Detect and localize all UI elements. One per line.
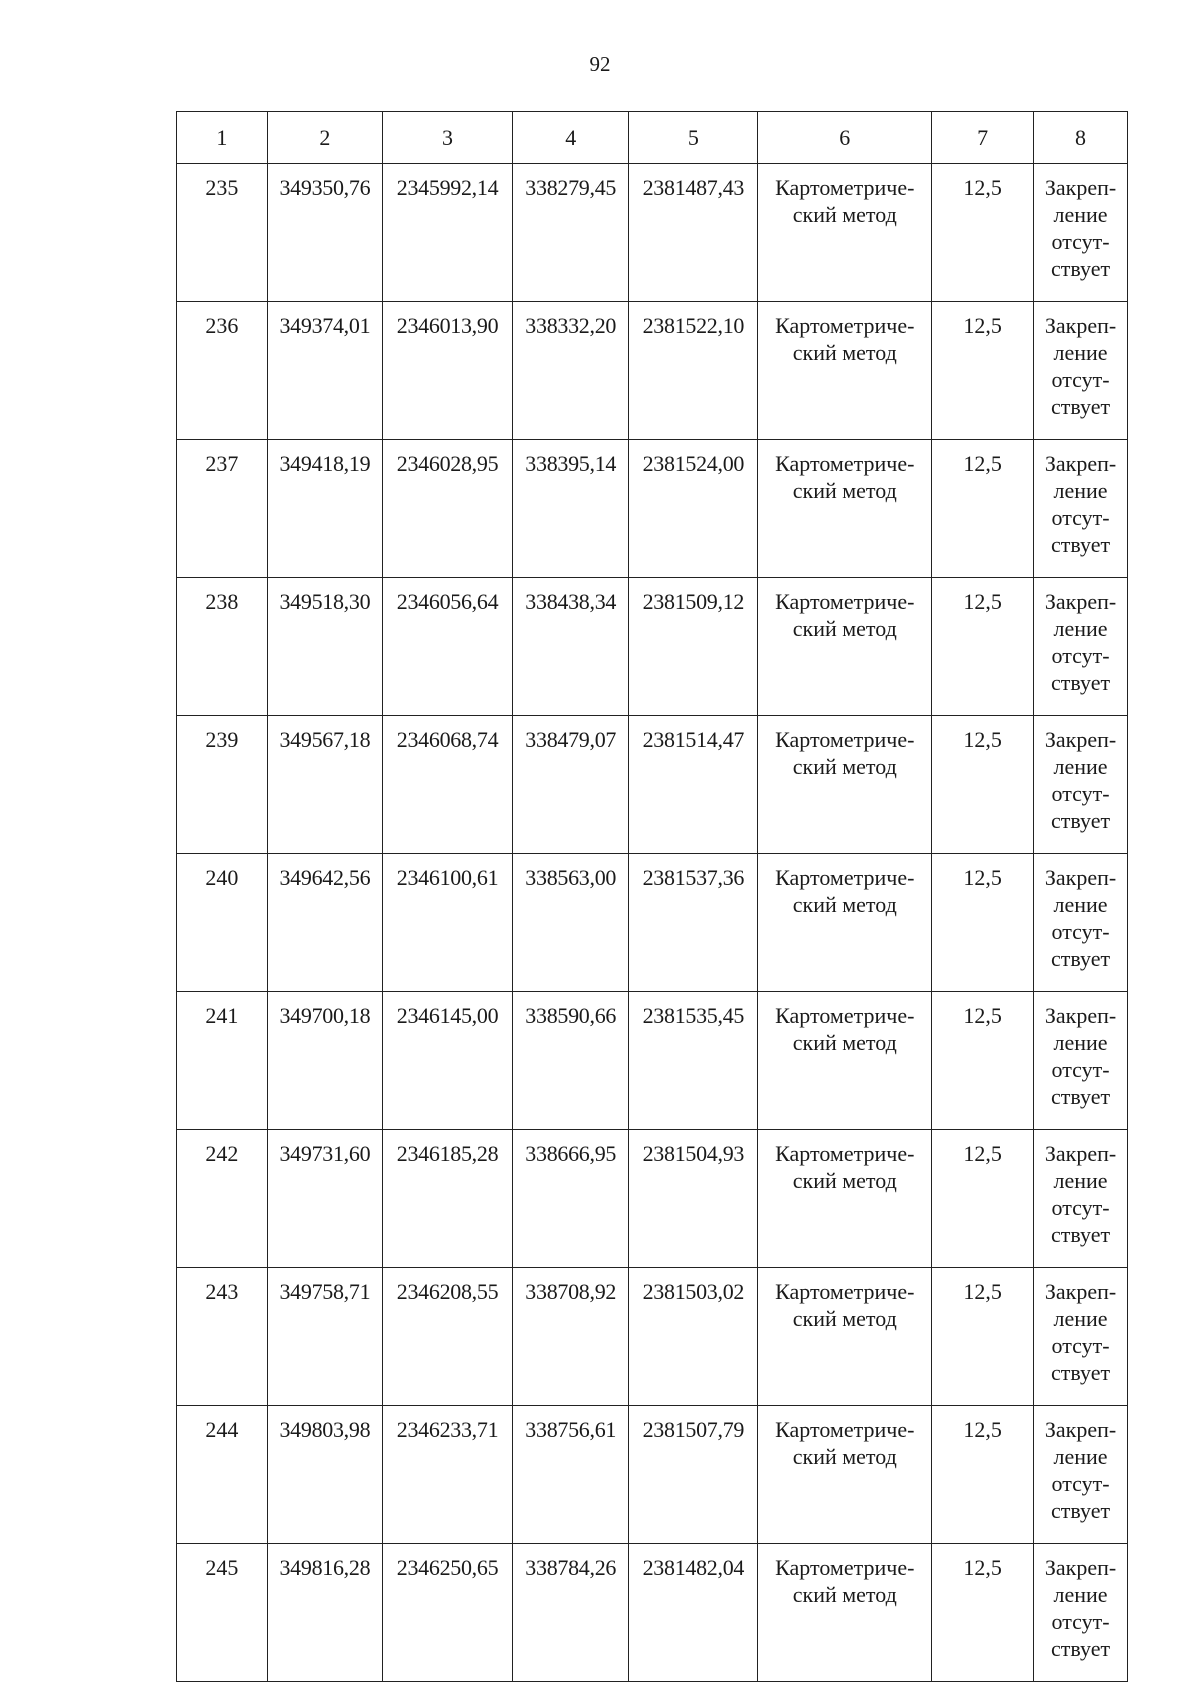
column-header: 4: [513, 112, 629, 164]
point-number-cell: 238: [177, 578, 268, 716]
method-line: Картометриче-: [775, 175, 915, 200]
column-header: 1: [177, 112, 268, 164]
accuracy-cell: 12,5: [932, 302, 1034, 440]
coord-cell: 338438,34: [513, 578, 629, 716]
point-number-cell: 245: [177, 1544, 268, 1682]
accuracy-cell: 12,5: [932, 1406, 1034, 1544]
table-row: [177, 164, 1128, 302]
accuracy-cell: 12,5: [932, 716, 1034, 854]
coord-cell: 2346100,61: [382, 854, 512, 992]
point-number-cell: 236: [177, 302, 268, 440]
table-row: [177, 1406, 1128, 1544]
fixation-line: ление: [1053, 202, 1108, 227]
table-body: [177, 164, 1128, 1682]
table-row: [177, 1544, 1128, 1682]
coord-cell: 2381509,12: [629, 578, 758, 716]
fixation-line: отсут-: [1051, 1057, 1110, 1082]
fixation-line: ствует: [1050, 1498, 1111, 1523]
accuracy-cell: 12,5: [932, 164, 1034, 302]
coord-cell: 349700,18: [267, 992, 382, 1130]
method-cell: [758, 1406, 932, 1544]
fixation-cell: [1034, 578, 1128, 716]
coord-cell: 2346233,71: [382, 1406, 512, 1544]
method-line: ский метод: [792, 1168, 897, 1193]
fixation-line: ствует: [1050, 394, 1111, 419]
column-header: 3: [382, 112, 512, 164]
table-row: [177, 854, 1128, 992]
table-row: [177, 578, 1128, 716]
accuracy-cell: 12,5: [932, 854, 1034, 992]
coord-cell: 349374,01: [267, 302, 382, 440]
coord-cell: 2346056,64: [382, 578, 512, 716]
table-row: [177, 992, 1128, 1130]
method-cell: [758, 440, 932, 578]
coord-cell: 338590,66: [513, 992, 629, 1130]
fixation-line: отсут-: [1051, 1609, 1110, 1634]
fixation-cell: [1034, 716, 1128, 854]
fixation-line: Закреп-: [1044, 1141, 1117, 1166]
method-cell: [758, 1268, 932, 1406]
fixation-cell: [1034, 164, 1128, 302]
coord-cell: 338332,20: [513, 302, 629, 440]
fixation-line: отсут-: [1051, 229, 1110, 254]
fixation-cell: [1034, 440, 1128, 578]
fixation-cell: [1034, 1130, 1128, 1268]
column-header: 2: [267, 112, 382, 164]
accuracy-cell: 12,5: [932, 578, 1034, 716]
method-line: ский метод: [792, 1030, 897, 1055]
coord-cell: 349642,56: [267, 854, 382, 992]
fixation-line: ление: [1053, 892, 1108, 917]
point-number-cell: 242: [177, 1130, 268, 1268]
table-row: [177, 1130, 1128, 1268]
coord-cell: 2381507,79: [629, 1406, 758, 1544]
method-line: ский метод: [792, 616, 897, 641]
coord-cell: 2381482,04: [629, 1544, 758, 1682]
method-line: Картометриче-: [775, 313, 915, 338]
coord-cell: 349418,19: [267, 440, 382, 578]
fixation-line: ствует: [1050, 1222, 1111, 1247]
fixation-line: ствует: [1050, 1084, 1111, 1109]
fixation-line: отсут-: [1051, 1333, 1110, 1358]
column-header: 7: [932, 112, 1034, 164]
point-number-cell: 240: [177, 854, 268, 992]
method-line: ский метод: [792, 1582, 897, 1607]
fixation-cell: [1034, 1544, 1128, 1682]
method-cell: [758, 854, 932, 992]
point-number-cell: 239: [177, 716, 268, 854]
coord-cell: 338784,26: [513, 1544, 629, 1682]
fixation-cell: [1034, 302, 1128, 440]
fixation-line: отсут-: [1051, 367, 1110, 392]
coordinates-table: [176, 111, 1128, 1682]
fixation-line: ление: [1053, 754, 1108, 779]
method-line: ский метод: [792, 1306, 897, 1331]
method-line: Картометриче-: [775, 1279, 915, 1304]
fixation-cell: [1034, 992, 1128, 1130]
fixation-line: ствует: [1050, 670, 1111, 695]
method-cell: [758, 578, 932, 716]
fixation-line: ствует: [1050, 1636, 1111, 1661]
point-number-cell: 241: [177, 992, 268, 1130]
fixation-cell: [1034, 1268, 1128, 1406]
coord-cell: 338756,61: [513, 1406, 629, 1544]
fixation-cell: [1034, 1406, 1128, 1544]
fixation-line: Закреп-: [1044, 1003, 1117, 1028]
fixation-line: Закреп-: [1044, 1555, 1117, 1580]
method-line: Картометриче-: [775, 1417, 915, 1442]
coord-cell: 2381504,93: [629, 1130, 758, 1268]
method-line: ский метод: [792, 202, 897, 227]
fixation-line: ствует: [1050, 532, 1111, 557]
method-cell: [758, 716, 932, 854]
accuracy-cell: 12,5: [932, 440, 1034, 578]
table-row: [177, 440, 1128, 578]
fixation-line: ление: [1053, 478, 1108, 503]
coord-cell: 349803,98: [267, 1406, 382, 1544]
coord-cell: 2346208,55: [382, 1268, 512, 1406]
fixation-cell: [1034, 854, 1128, 992]
method-cell: [758, 1130, 932, 1268]
coord-cell: 2346068,74: [382, 716, 512, 854]
fixation-line: ление: [1053, 1168, 1108, 1193]
fixation-line: ствует: [1050, 256, 1111, 281]
point-number-cell: 244: [177, 1406, 268, 1544]
accuracy-cell: 12,5: [932, 992, 1034, 1130]
fixation-line: Закреп-: [1044, 727, 1117, 752]
accuracy-cell: 12,5: [932, 1544, 1034, 1682]
coord-cell: 2381503,02: [629, 1268, 758, 1406]
coord-cell: 2381524,00: [629, 440, 758, 578]
method-line: Картометриче-: [775, 865, 915, 890]
coord-cell: 338708,92: [513, 1268, 629, 1406]
method-line: Картометриче-: [775, 1003, 915, 1028]
column-header: 5: [629, 112, 758, 164]
page-number: 92: [589, 52, 611, 76]
coord-cell: 2381522,10: [629, 302, 758, 440]
method-line: ский метод: [792, 478, 897, 503]
coord-cell: 2346185,28: [382, 1130, 512, 1268]
method-line: Картометриче-: [775, 727, 915, 752]
coord-cell: 2346145,00: [382, 992, 512, 1130]
coord-cell: 338563,00: [513, 854, 629, 992]
coord-cell: 2381514,47: [629, 716, 758, 854]
coord-cell: 349350,76: [267, 164, 382, 302]
fixation-line: отсут-: [1051, 919, 1110, 944]
point-number-cell: 237: [177, 440, 268, 578]
method-line: Картометриче-: [775, 451, 915, 476]
fixation-line: ление: [1053, 340, 1108, 365]
accuracy-cell: 12,5: [932, 1130, 1034, 1268]
accuracy-cell: 12,5: [932, 1268, 1034, 1406]
coord-cell: 349816,28: [267, 1544, 382, 1682]
table-header-row: [177, 112, 1128, 164]
fixation-line: ление: [1053, 616, 1108, 641]
fixation-line: Закреп-: [1044, 1279, 1117, 1304]
fixation-line: ствует: [1050, 946, 1111, 971]
method-cell: [758, 302, 932, 440]
fixation-line: ление: [1053, 1444, 1108, 1469]
method-cell: [758, 1544, 932, 1682]
fixation-line: Закреп-: [1044, 313, 1117, 338]
coord-cell: 349518,30: [267, 578, 382, 716]
method-line: Картометриче-: [775, 589, 915, 614]
fixation-line: Закреп-: [1044, 451, 1117, 476]
coord-cell: 2381535,45: [629, 992, 758, 1130]
coord-cell: 338666,95: [513, 1130, 629, 1268]
fixation-line: Закреп-: [1044, 1417, 1117, 1442]
coord-cell: 338395,14: [513, 440, 629, 578]
table-row: [177, 302, 1128, 440]
coord-cell: 2346028,95: [382, 440, 512, 578]
coord-cell: 2381537,36: [629, 854, 758, 992]
point-number-cell: 243: [177, 1268, 268, 1406]
fixation-line: Закреп-: [1044, 589, 1117, 614]
method-line: ский метод: [792, 892, 897, 917]
coord-cell: 2346250,65: [382, 1544, 512, 1682]
table-row: [177, 716, 1128, 854]
fixation-line: отсут-: [1051, 781, 1110, 806]
fixation-line: ствует: [1050, 808, 1111, 833]
coord-cell: 338479,07: [513, 716, 629, 854]
method-cell: [758, 164, 932, 302]
coord-cell: 349567,18: [267, 716, 382, 854]
fixation-line: ление: [1053, 1030, 1108, 1055]
fixation-line: отсут-: [1051, 505, 1110, 530]
method-line: Картометриче-: [775, 1555, 915, 1580]
method-line: ский метод: [792, 340, 897, 365]
method-line: ский метод: [792, 754, 897, 779]
fixation-line: ствует: [1050, 1360, 1111, 1385]
coord-cell: 2346013,90: [382, 302, 512, 440]
method-line: ский метод: [792, 1444, 897, 1469]
coord-cell: 338279,45: [513, 164, 629, 302]
fixation-line: ление: [1053, 1582, 1108, 1607]
coord-cell: 349758,71: [267, 1268, 382, 1406]
fixation-line: ление: [1053, 1306, 1108, 1331]
column-header: 6: [758, 112, 932, 164]
table-row: [177, 1268, 1128, 1406]
point-number-cell: 235: [177, 164, 268, 302]
coord-cell: 2381487,43: [629, 164, 758, 302]
method-cell: [758, 992, 932, 1130]
fixation-line: Закреп-: [1044, 865, 1117, 890]
column-header: 8: [1034, 112, 1128, 164]
method-line: Картометриче-: [775, 1141, 915, 1166]
fixation-line: отсут-: [1051, 643, 1110, 668]
coord-cell: 349731,60: [267, 1130, 382, 1268]
fixation-line: отсут-: [1051, 1471, 1110, 1496]
fixation-line: отсут-: [1051, 1195, 1110, 1220]
coord-cell: 2345992,14: [382, 164, 512, 302]
fixation-line: Закреп-: [1044, 175, 1117, 200]
